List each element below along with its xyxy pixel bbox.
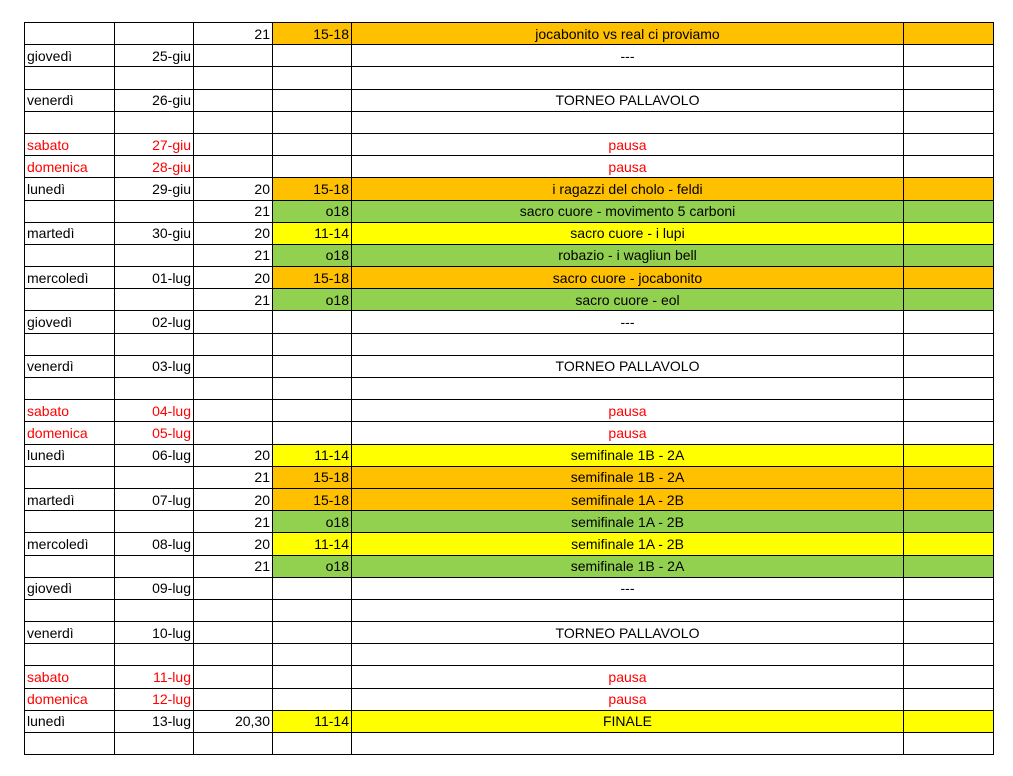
empty-cell[interactable] bbox=[904, 222, 994, 244]
hour-cell[interactable]: 20,30 bbox=[194, 710, 273, 732]
empty-cell[interactable] bbox=[904, 378, 994, 400]
table-row bbox=[25, 555, 994, 577]
age-group-cell[interactable] bbox=[273, 89, 352, 111]
table-row bbox=[25, 289, 994, 311]
table-row bbox=[25, 733, 994, 755]
age-group-cell[interactable] bbox=[273, 67, 352, 89]
hour-cell[interactable] bbox=[194, 644, 273, 666]
hour-cell[interactable]: 21 bbox=[194, 511, 273, 533]
match-cell[interactable] bbox=[352, 67, 904, 89]
age-group-cell[interactable]: 15-18 bbox=[273, 178, 352, 200]
table-row bbox=[25, 444, 994, 466]
match-cell[interactable]: pausa bbox=[352, 133, 904, 155]
day-cell[interactable]: venerdì bbox=[25, 622, 115, 644]
empty-cell[interactable] bbox=[904, 533, 994, 555]
hour-cell[interactable] bbox=[194, 599, 273, 621]
empty-cell[interactable] bbox=[904, 666, 994, 688]
empty-cell[interactable] bbox=[904, 488, 994, 510]
empty-cell[interactable] bbox=[904, 267, 994, 289]
date-cell[interactable]: 26-giu bbox=[115, 89, 194, 111]
date-cell[interactable]: 02-lug bbox=[115, 311, 194, 333]
empty-cell[interactable] bbox=[904, 289, 994, 311]
age-group-cell[interactable] bbox=[273, 666, 352, 688]
table-row bbox=[25, 355, 994, 377]
empty-cell[interactable] bbox=[904, 133, 994, 155]
table-row bbox=[25, 23, 994, 45]
day-cell[interactable]: martedì bbox=[25, 488, 115, 510]
age-group-cell[interactable] bbox=[273, 156, 352, 178]
age-group-cell[interactable]: o18 bbox=[273, 244, 352, 266]
date-cell[interactable]: 29-giu bbox=[115, 178, 194, 200]
hour-cell[interactable] bbox=[194, 422, 273, 444]
day-cell[interactable] bbox=[25, 599, 115, 621]
empty-cell[interactable] bbox=[904, 178, 994, 200]
day-cell[interactable]: lunedì bbox=[25, 444, 115, 466]
age-group-cell[interactable] bbox=[273, 644, 352, 666]
empty-cell[interactable] bbox=[904, 111, 994, 133]
hour-cell[interactable] bbox=[194, 622, 273, 644]
match-cell[interactable]: pausa bbox=[352, 156, 904, 178]
day-cell[interactable] bbox=[25, 244, 115, 266]
empty-cell[interactable] bbox=[904, 244, 994, 266]
table-row bbox=[25, 111, 994, 133]
empty-cell[interactable] bbox=[904, 89, 994, 111]
day-cell[interactable] bbox=[25, 200, 115, 222]
match-cell[interactable]: semifinale 1B - 2A bbox=[352, 466, 904, 488]
hour-cell[interactable]: 20 bbox=[194, 488, 273, 510]
hour-cell[interactable]: 20 bbox=[194, 444, 273, 466]
match-cell[interactable]: i ragazzi del cholo - feldi bbox=[352, 178, 904, 200]
empty-cell[interactable] bbox=[904, 333, 994, 355]
table-row bbox=[25, 666, 994, 688]
age-group-cell[interactable]: 15-18 bbox=[273, 488, 352, 510]
date-cell[interactable]: 05-lug bbox=[115, 422, 194, 444]
date-cell[interactable]: 09-lug bbox=[115, 577, 194, 599]
hour-cell[interactable] bbox=[194, 400, 273, 422]
date-cell[interactable] bbox=[115, 244, 194, 266]
day-cell[interactable]: martedì bbox=[25, 222, 115, 244]
age-group-cell[interactable]: o18 bbox=[273, 511, 352, 533]
day-cell[interactable]: domenica bbox=[25, 422, 115, 444]
age-group-cell[interactable]: 15-18 bbox=[273, 466, 352, 488]
empty-cell[interactable] bbox=[904, 67, 994, 89]
age-group-cell[interactable] bbox=[273, 422, 352, 444]
day-cell[interactable] bbox=[25, 289, 115, 311]
date-cell[interactable] bbox=[115, 378, 194, 400]
hour-cell[interactable]: 21 bbox=[194, 23, 273, 45]
day-cell[interactable] bbox=[25, 644, 115, 666]
age-group-cell[interactable] bbox=[273, 378, 352, 400]
date-cell[interactable] bbox=[115, 511, 194, 533]
match-cell[interactable]: robazio - i wagliun bell bbox=[352, 244, 904, 266]
empty-cell[interactable] bbox=[904, 733, 994, 755]
date-cell[interactable]: 27-giu bbox=[115, 133, 194, 155]
empty-cell[interactable] bbox=[904, 23, 994, 45]
age-group-cell[interactable]: 11-14 bbox=[273, 533, 352, 555]
empty-cell[interactable] bbox=[904, 355, 994, 377]
date-cell[interactable]: 01-lug bbox=[115, 267, 194, 289]
table-row bbox=[25, 378, 994, 400]
table-row bbox=[25, 533, 994, 555]
hour-cell[interactable]: 21 bbox=[194, 244, 273, 266]
hour-cell[interactable] bbox=[194, 355, 273, 377]
age-group-cell[interactable]: 15-18 bbox=[273, 23, 352, 45]
schedule-body bbox=[25, 23, 994, 755]
hour-cell[interactable]: 20 bbox=[194, 178, 273, 200]
date-cell[interactable] bbox=[115, 200, 194, 222]
match-cell[interactable]: --- bbox=[352, 45, 904, 67]
age-group-cell[interactable] bbox=[273, 45, 352, 67]
date-cell[interactable] bbox=[115, 111, 194, 133]
age-group-cell[interactable]: 11-14 bbox=[273, 222, 352, 244]
hour-cell[interactable] bbox=[194, 378, 273, 400]
day-cell[interactable]: giovedì bbox=[25, 311, 115, 333]
match-cell[interactable]: TORNEO PALLAVOLO bbox=[352, 622, 904, 644]
age-group-cell[interactable]: o18 bbox=[273, 555, 352, 577]
age-group-cell[interactable] bbox=[273, 333, 352, 355]
date-cell[interactable]: 07-lug bbox=[115, 488, 194, 510]
day-cell[interactable]: venerdì bbox=[25, 355, 115, 377]
match-cell[interactable]: FINALE bbox=[352, 710, 904, 732]
date-cell[interactable]: 13-lug bbox=[115, 710, 194, 732]
match-cell[interactable] bbox=[352, 111, 904, 133]
age-group-cell[interactable]: o18 bbox=[273, 200, 352, 222]
table-row bbox=[25, 577, 994, 599]
day-cell[interactable]: domenica bbox=[25, 688, 115, 710]
date-cell[interactable]: 25-giu bbox=[115, 45, 194, 67]
age-group-cell[interactable]: o18 bbox=[273, 289, 352, 311]
match-cell[interactable]: pausa bbox=[352, 688, 904, 710]
match-cell[interactable]: jocabonito vs real ci proviamo bbox=[352, 23, 904, 45]
table-row bbox=[25, 222, 994, 244]
date-cell[interactable] bbox=[115, 333, 194, 355]
empty-cell[interactable] bbox=[904, 444, 994, 466]
empty-cell[interactable] bbox=[904, 45, 994, 67]
age-group-cell[interactable]: 11-14 bbox=[273, 710, 352, 732]
hour-cell[interactable] bbox=[194, 111, 273, 133]
table-row bbox=[25, 466, 994, 488]
empty-cell[interactable] bbox=[904, 311, 994, 333]
match-cell[interactable]: TORNEO PALLAVOLO bbox=[352, 89, 904, 111]
table-row bbox=[25, 133, 994, 155]
match-cell[interactable]: sacro cuore - i lupi bbox=[352, 222, 904, 244]
empty-cell[interactable] bbox=[904, 577, 994, 599]
date-cell[interactable] bbox=[115, 599, 194, 621]
match-cell[interactable]: sacro cuore - movimento 5 carboni bbox=[352, 200, 904, 222]
hour-cell[interactable]: 21 bbox=[194, 466, 273, 488]
table-row bbox=[25, 89, 994, 111]
date-cell[interactable] bbox=[115, 555, 194, 577]
age-group-cell[interactable] bbox=[273, 355, 352, 377]
hour-cell[interactable] bbox=[194, 733, 273, 755]
empty-cell[interactable] bbox=[904, 599, 994, 621]
match-cell[interactable]: semifinale 1A - 2B bbox=[352, 533, 904, 555]
table-row bbox=[25, 67, 994, 89]
date-cell[interactable]: 28-giu bbox=[115, 156, 194, 178]
hour-cell[interactable] bbox=[194, 67, 273, 89]
table-row bbox=[25, 267, 994, 289]
age-group-cell[interactable] bbox=[273, 133, 352, 155]
age-group-cell[interactable] bbox=[273, 311, 352, 333]
match-cell[interactable]: pausa bbox=[352, 422, 904, 444]
day-cell[interactable]: giovedì bbox=[25, 45, 115, 67]
match-cell[interactable]: semifinale 1A - 2B bbox=[352, 488, 904, 510]
table-row bbox=[25, 644, 994, 666]
hour-cell[interactable]: 21 bbox=[194, 200, 273, 222]
day-cell[interactable]: sabato bbox=[25, 400, 115, 422]
day-cell[interactable] bbox=[25, 555, 115, 577]
hour-cell[interactable] bbox=[194, 688, 273, 710]
day-cell[interactable]: mercoledì bbox=[25, 533, 115, 555]
date-cell[interactable]: 12-lug bbox=[115, 688, 194, 710]
age-group-cell[interactable]: 11-14 bbox=[273, 444, 352, 466]
match-cell[interactable]: --- bbox=[352, 577, 904, 599]
date-cell[interactable] bbox=[115, 466, 194, 488]
day-cell[interactable]: venerdì bbox=[25, 89, 115, 111]
age-group-cell[interactable] bbox=[273, 733, 352, 755]
match-cell[interactable]: semifinale 1B - 2A bbox=[352, 555, 904, 577]
match-cell[interactable] bbox=[352, 378, 904, 400]
match-cell[interactable] bbox=[352, 333, 904, 355]
empty-cell[interactable] bbox=[904, 688, 994, 710]
empty-cell[interactable] bbox=[904, 710, 994, 732]
match-cell[interactable]: sacro cuore - eol bbox=[352, 289, 904, 311]
match-cell[interactable]: semifinale 1B - 2A bbox=[352, 444, 904, 466]
age-group-cell[interactable] bbox=[273, 599, 352, 621]
hour-cell[interactable] bbox=[194, 333, 273, 355]
day-cell[interactable]: sabato bbox=[25, 133, 115, 155]
day-cell[interactable]: lunedì bbox=[25, 710, 115, 732]
day-cell[interactable] bbox=[25, 466, 115, 488]
date-cell[interactable]: 04-lug bbox=[115, 400, 194, 422]
table-row bbox=[25, 622, 994, 644]
table-row bbox=[25, 422, 994, 444]
day-cell[interactable]: giovedì bbox=[25, 577, 115, 599]
date-cell[interactable]: 08-lug bbox=[115, 533, 194, 555]
date-cell[interactable] bbox=[115, 23, 194, 45]
day-cell[interactable]: domenica bbox=[25, 156, 115, 178]
table-row bbox=[25, 599, 994, 621]
hour-cell[interactable]: 21 bbox=[194, 555, 273, 577]
hour-cell[interactable] bbox=[194, 45, 273, 67]
empty-cell[interactable] bbox=[904, 555, 994, 577]
table-row bbox=[25, 311, 994, 333]
day-cell[interactable] bbox=[25, 23, 115, 45]
day-cell[interactable]: lunedì bbox=[25, 178, 115, 200]
age-group-cell[interactable]: 15-18 bbox=[273, 267, 352, 289]
match-cell[interactable]: pausa bbox=[352, 666, 904, 688]
date-cell[interactable] bbox=[115, 289, 194, 311]
table-row bbox=[25, 710, 994, 732]
table-row bbox=[25, 400, 994, 422]
match-cell[interactable] bbox=[352, 599, 904, 621]
match-cell[interactable]: TORNEO PALLAVOLO bbox=[352, 355, 904, 377]
age-group-cell[interactable] bbox=[273, 577, 352, 599]
age-group-cell[interactable] bbox=[273, 400, 352, 422]
day-cell[interactable] bbox=[25, 378, 115, 400]
age-group-cell[interactable] bbox=[273, 622, 352, 644]
match-cell[interactable]: semifinale 1A - 2B bbox=[352, 511, 904, 533]
table-row bbox=[25, 244, 994, 266]
table-row bbox=[25, 333, 994, 355]
date-cell[interactable] bbox=[115, 733, 194, 755]
day-cell[interactable]: mercoledì bbox=[25, 267, 115, 289]
empty-cell[interactable] bbox=[904, 511, 994, 533]
hour-cell[interactable]: 20 bbox=[194, 222, 273, 244]
date-cell[interactable] bbox=[115, 644, 194, 666]
date-cell[interactable]: 03-lug bbox=[115, 355, 194, 377]
table-row bbox=[25, 688, 994, 710]
day-cell[interactable]: sabato bbox=[25, 666, 115, 688]
date-cell[interactable]: 10-lug bbox=[115, 622, 194, 644]
hour-cell[interactable] bbox=[194, 133, 273, 155]
date-cell[interactable] bbox=[115, 67, 194, 89]
table-row bbox=[25, 156, 994, 178]
empty-cell[interactable] bbox=[904, 622, 994, 644]
match-cell[interactable]: sacro cuore - jocabonito bbox=[352, 267, 904, 289]
day-cell[interactable] bbox=[25, 333, 115, 355]
day-cell[interactable] bbox=[25, 511, 115, 533]
day-cell[interactable] bbox=[25, 67, 115, 89]
table-row bbox=[25, 178, 994, 200]
match-cell[interactable] bbox=[352, 733, 904, 755]
day-cell[interactable] bbox=[25, 111, 115, 133]
empty-cell[interactable] bbox=[904, 200, 994, 222]
empty-cell[interactable] bbox=[904, 644, 994, 666]
hour-cell[interactable]: 20 bbox=[194, 533, 273, 555]
empty-cell[interactable] bbox=[904, 466, 994, 488]
table-row bbox=[25, 200, 994, 222]
age-group-cell[interactable] bbox=[273, 111, 352, 133]
match-cell[interactable]: pausa bbox=[352, 400, 904, 422]
match-cell[interactable] bbox=[352, 644, 904, 666]
date-cell[interactable]: 06-lug bbox=[115, 444, 194, 466]
date-cell[interactable]: 11-lug bbox=[115, 666, 194, 688]
age-group-cell[interactable] bbox=[273, 688, 352, 710]
empty-cell[interactable] bbox=[904, 400, 994, 422]
table-row bbox=[25, 45, 994, 67]
empty-cell[interactable] bbox=[904, 422, 994, 444]
hour-cell[interactable] bbox=[194, 89, 273, 111]
empty-cell[interactable] bbox=[904, 156, 994, 178]
hour-cell[interactable] bbox=[194, 577, 273, 599]
day-cell[interactable] bbox=[25, 733, 115, 755]
table-row bbox=[25, 511, 994, 533]
hour-cell[interactable]: 20 bbox=[194, 267, 273, 289]
schedule-table bbox=[24, 22, 994, 755]
hour-cell[interactable]: 21 bbox=[194, 289, 273, 311]
match-cell[interactable]: --- bbox=[352, 311, 904, 333]
hour-cell[interactable] bbox=[194, 156, 273, 178]
date-cell[interactable]: 30-giu bbox=[115, 222, 194, 244]
table-row bbox=[25, 488, 994, 510]
hour-cell[interactable] bbox=[194, 666, 273, 688]
hour-cell[interactable] bbox=[194, 311, 273, 333]
